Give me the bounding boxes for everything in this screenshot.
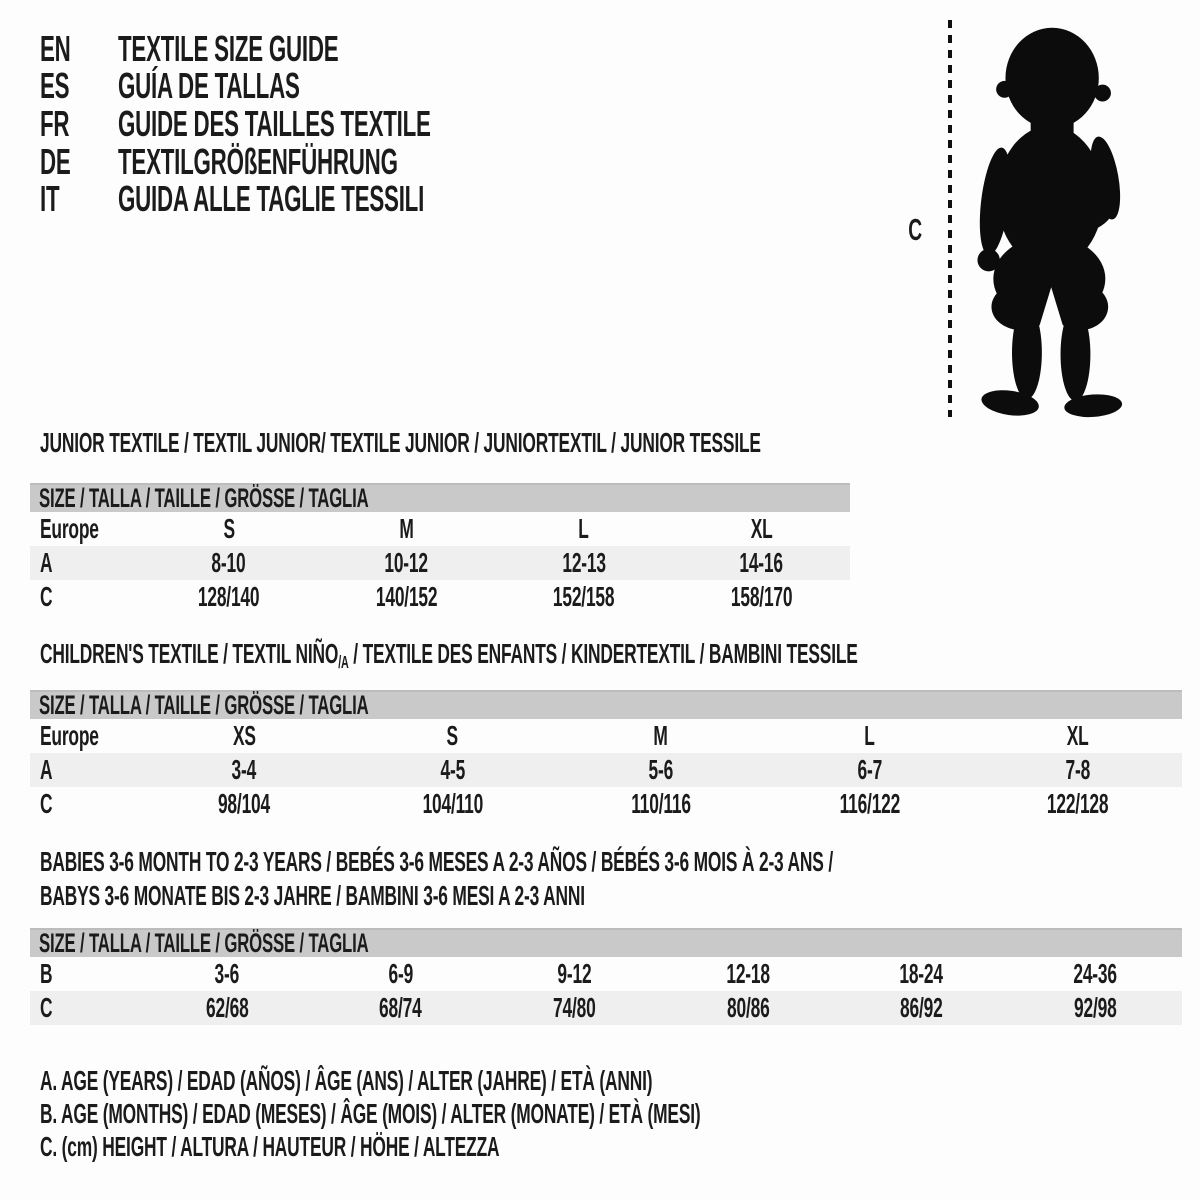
table-row-age-months: B 3-6 6-9 9-12 12-18 18-24 24-36: [40, 958, 1117, 989]
children-section-title: CHILDREN'S TEXTILE / TEXTIL NIÑO/A / TEXTILE DES ENFANTS / KINDERTEXTIL / BAMBINI TESSILE: [40, 637, 858, 672]
row-label: C: [40, 788, 53, 819]
language-row-fr: [40, 102, 622, 144]
language-code: EN: [40, 27, 71, 69]
legend-age-months: B. AGE (MONTHS) / EDAD (MESES) / ÂGE (MOIS) / ALTER (MONATE) / ETÀ (MESI): [40, 1097, 701, 1129]
language-row-it: [40, 180, 622, 218]
page-title: TEXTILE SIZE GUIDE: [118, 27, 339, 69]
row-label: B: [40, 958, 53, 989]
language-code: ES: [40, 65, 70, 107]
height-measure-label: C: [908, 212, 922, 247]
table-row-age: A 3-4 4-5 5-6 6-7 7-8: [30, 753, 1182, 787]
legend-age-years: A. AGE (YEARS) / EDAD (AÑOS) / ÂGE (ANS) / ALTER (JAHRE) / ETÀ (ANNI): [40, 1064, 653, 1096]
row-label: C: [40, 581, 53, 612]
row-label: A: [40, 754, 53, 785]
babies-table-header: SIZE / TALLA / TAILLE / GRÖSSE / TAGLIA: [30, 928, 1182, 957]
table-row-europe: Europe S M L XL: [40, 513, 773, 544]
row-label: Europe: [40, 513, 99, 544]
language-row-en: [40, 27, 622, 69]
row-label: Europe: [40, 720, 99, 751]
children-size-table: [30, 690, 1182, 821]
babies-size-table: [30, 928, 1182, 1025]
row-label: A: [40, 547, 53, 578]
table-row-europe: Europe XS S M L XL: [40, 720, 1089, 751]
page-title-es: GUÍA DE TALLAS: [118, 65, 300, 107]
table-row-height: C 98/104 104/110 110/116 116/122 122/128: [40, 788, 1109, 819]
children-table-header: SIZE / TALLA / TAILLE / GRÖSSE / TAGLIA: [30, 690, 1182, 719]
language-code: IT: [40, 178, 60, 220]
table-row-age: A 8-10 10-12 12-13 14-16: [30, 546, 850, 580]
nino-a-subscript: /A: [338, 651, 349, 672]
page-title-it: GUIDA ALLE TAGLIE TESSILI: [118, 178, 425, 220]
page-title-de: TEXTILGRÖßENFÜHRUNG: [118, 140, 398, 182]
table-row-height: C 128/140 140/152 152/158 158/170: [40, 581, 793, 612]
toddler-silhouette-icon: [956, 24, 1152, 444]
measure-legend: [40, 1064, 1105, 1163]
page-title-fr: GUIDE DES TAILLES TEXTILE: [118, 102, 431, 144]
language-row-es: [40, 65, 622, 107]
junior-size-table: [30, 483, 850, 614]
row-label: C: [40, 992, 53, 1023]
height-measure-dashed-line: [948, 20, 952, 417]
legend-height-cm: C. (cm) HEIGHT / ALTURA / HAUTEUR / HÖHE / ALTEZZA: [40, 1130, 500, 1162]
language-title-list: [40, 27, 622, 220]
junior-table-header: SIZE / TALLA / TAILLE / GRÖSSE / TAGLIA: [30, 483, 850, 512]
babies-section-title: BABIES 3-6 MONTH TO 2-3 YEARS / BEBÉS 3-6 MESES A 2-3 AÑOS / BÉBÉS 3-6 MOIS À 2-3 ANS / BABYS 3-6 MONATE BIS 2-3 JAHRE / BAMBINI 3-6 MESI A 2-3 ANNI: [40, 846, 833, 911]
junior-section-title: JUNIOR TEXTILE / TEXTIL JUNIOR/ TEXTILE JUNIOR / JUNIORTEXTIL / JUNIOR TESSILE: [40, 427, 761, 458]
language-code: FR: [40, 102, 70, 144]
language-row-de: [40, 140, 622, 182]
language-code: DE: [40, 140, 71, 182]
table-row-height: C 62/68 68/74 74/80 80/86 86/92 92/98: [30, 991, 1182, 1025]
